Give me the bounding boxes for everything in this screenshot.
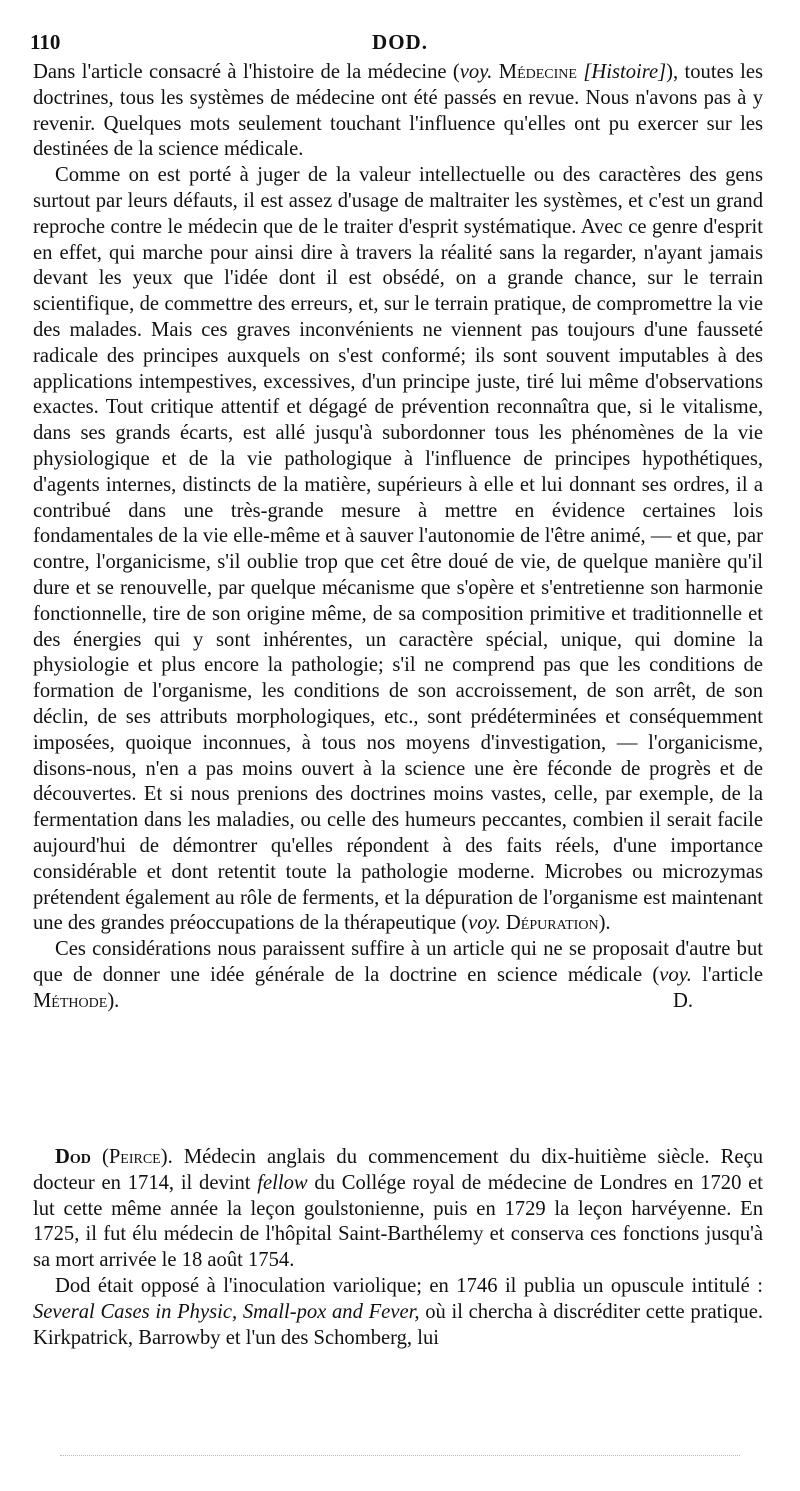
cross-ref-methode: Méthode	[33, 989, 108, 1012]
voy-ref: voy.	[468, 912, 501, 935]
running-head: DOD.	[372, 30, 428, 54]
text-run: ), toutes les doctrines, tous les systèmes de médecine ont été passés en revue. Nous n'avons pas à y revenir. Quelques mots seulement touchant l'influence qu'elles ont pu exercer sur les destinées de la science médicale.	[33, 61, 764, 161]
entry-forename: (Peirce).	[90, 1146, 184, 1168]
bleed-through-line	[60, 1455, 740, 1457]
text-run: où il chercha à discréditer cette pratique. Kirkpatrick, Barrowby et l'un des Schomberg, lui	[33, 1300, 763, 1349]
text-run: ).	[107, 989, 120, 1012]
work-title: Several Cases in Physic, Small-pox and Fever,	[33, 1300, 420, 1323]
voy-ref: voy.	[659, 963, 692, 986]
voy-ref: voy.	[459, 61, 493, 83]
page-header	[30, 30, 770, 60]
text-run: ).	[598, 912, 611, 935]
text-run: l'article	[691, 963, 763, 986]
paragraph-2	[33, 163, 763, 937]
paragraph-dod-1	[33, 1145, 763, 1274]
text-run: Ces considérations nous paraissent suffire à un article qui ne se proposait d'autre but que de donner une idée générale de la doctrine en science médicale (	[33, 938, 763, 986]
article-dod	[33, 1145, 763, 1351]
text-run: Dod était opposé à l'inoculation variolique; en 1746 il publia un opuscule intitulé :	[55, 1274, 763, 1297]
text-run: du Collége royal de médecine de Londres en 1720 et lut cette même année la leçon goulstonienne, puis en 1729 la leçon harvéyenne. En 1725, il fut élu médecin de l'hôpital Saint-Barthélemy et conserva ces fonctions jusqu'à sa mort arrivée le 18 août 1754.	[33, 1171, 763, 1272]
text-run: Médecin anglais du commencement du dix-huitième siècle. Reçu docteur en 1714, il devint	[33, 1146, 763, 1194]
author-signature: D.	[672, 989, 693, 1012]
text-run: Dans l'article consacré à l'histoire de la médecine (	[33, 61, 460, 83]
cross-ref-histoire: [Histoire]	[583, 61, 667, 83]
text-run: Comme on est porté à juger de la valeur intellectuelle ou des caractères des gens surtout par leurs défauts, il est assez d'usage de maltraiter les systèmes, et c'est un grand reproche contre le médecin que de le traiter d'esprit systématique. Avec ce genre d'esprit en effet, qui marche pour ainsi dire à travers la réalité sans la regarder, n'ayant jamais devant les yeux que l'idée dont il est obsédé, on a grande chance, sur le terrain scientifique, de commettre des erreurs, et, sur le terrain pratique, de compromettre la vie des malades. Mais ces graves inconvénients ne viennent pas toujours d'une fausseté radicale des principes auxquels on s'est conformé; ils sont souvent imputables à des applications intempestives, excessives, d'un principe juste, tiré lui même d'observations exactes. Tout critique attentif et dégagé de prévention reconnaîtra que, si le vitalisme, dans ses grands écarts, est allé jusqu'à subordonner tous les phénomènes de la vie physiologique et de la vie pathologique à l'influence de principes hypothétiques, d'agents internes, distincts de la matière, supérieurs à elle et lui donnant ses ordres, il a contribué dans une très-grande mesure à mettre en évidence certaines lois fondamentales de la vie elle-même et à sauver l'autonomie de l'être animé, — et que, par contre, l'organicisme, s'il oublie trop que cet être doué de vie, de quelque manière qu'il dure et se renouvelle, par quelque mécanisme que s'opère et s'entretienne son harmonie fonctionnelle, tire de son origine même, de sa composition primitive et traditionnelle et des énergies qui y sont inhérentes, un caractère spécial, unique, qui domine la physiologie et plus encore la pathologie; s'il ne comprend pas que les conditions de formation de l'organisme, les conditions de son accroissement, de son arrêt, de son déclin, de ses attributs morphologiques, etc., sont prédéterminées et conséquemment imposées, quoique inconnues, à tous nos moyens d'investigation, — l'organicisme, disons-nous, n'en a pas moins ouvert à la science une ère féconde de progrès et de découvertes. Et si nous prenions des doctrines moins vastes, celle, par exemple, de la fermentation dans les maladies, ou celle des humeurs peccantes, combien il serait facile aujourd'hui de démontrer qu'elles répondent à des faits réels, d'une importance considérable et dont retentit toute la pathologie moderne. Microbes ou microzymas prétendent également au rôle de ferments, et la dépuration de l'organisme est maintenant une des grandes préoccupations de la thérapeutique (	[33, 164, 763, 935]
cross-ref-depuration: Dépuration	[500, 912, 599, 935]
entry-headword: Dod	[55, 1146, 91, 1168]
article-systemes	[33, 60, 763, 1014]
paragraph-dod-2	[33, 1274, 763, 1351]
cross-ref-medecine: Médecine	[492, 61, 584, 83]
fellow-italic: fellow	[257, 1171, 308, 1194]
page-number: 110	[30, 30, 61, 54]
paragraph-1	[33, 60, 763, 163]
